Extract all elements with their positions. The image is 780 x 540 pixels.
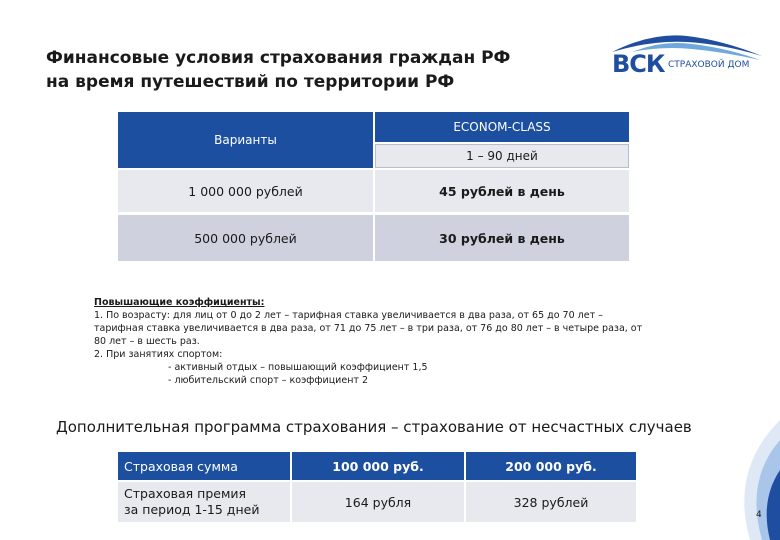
table1-header-class: ECONOM-CLASS: [375, 112, 629, 142]
coefficients-line: 2. При занятиях спортом:: [94, 349, 223, 360]
slide-title-line1: Финансовые условия страхования граждан РФ: [46, 48, 511, 68]
table2-header-sum: Страховая сумма: [118, 452, 290, 480]
table1-row2-rate: 30 рублей в день: [375, 215, 629, 261]
slide-title-line2: на время путешествий по территории РФ: [46, 72, 455, 92]
table2-row-label-line2: за период 1-15 дней: [124, 502, 260, 517]
table2-premium-100k: 164 рубля: [292, 482, 464, 522]
logo-subtitle: СТРАХОВОЙ ДОМ: [668, 60, 750, 70]
additional-program-title: Дополнительная программа страхования – страхование от несчастных случаев: [56, 418, 692, 436]
coefficients-line: - любительский спорт – коэффициент 2: [168, 375, 369, 386]
coefficients-block: [94, 296, 734, 387]
page-number: 4: [756, 510, 762, 520]
table2-premium-200k: 328 рублей: [466, 482, 636, 522]
coefficients-line: тарифная ставка увеличивается в два раза, от 71 до 75 лет – в три раза, от 76 до 80 лет – в четыре раза, от: [94, 323, 643, 334]
logo-brand: ВСК: [612, 50, 665, 78]
coefficients-heading: Повышающие коэффициенты:: [94, 297, 265, 308]
table1-header-options: Варианты: [118, 112, 373, 168]
table2-row-label-line1: Страховая премия: [124, 486, 247, 501]
vsk-logo: [612, 30, 762, 90]
table1-row2-sum: 500 000 рублей: [118, 215, 373, 261]
decorative-swoosh-icon: [690, 420, 780, 540]
coefficients-line: - активный отдых – повышающий коэффициент 1,5: [168, 362, 428, 373]
table2-header-200k: 200 000 руб.: [466, 452, 636, 480]
table2-row-label: [118, 482, 290, 522]
table1-subheader-period: 1 – 90 дней: [375, 144, 629, 168]
table2-header-100k: 100 000 руб.: [292, 452, 464, 480]
table1-row1-rate: 45 рублей в день: [375, 170, 629, 212]
coefficients-line: 80 лет – в шесть раз.: [94, 336, 200, 347]
slide-title: [46, 46, 510, 94]
coefficients-line: 1. По возрасту: для лиц от 0 до 2 лет – тарифная ставка увеличивается в два раза, от 65 до 70 лет –: [94, 310, 603, 321]
table1-row1-sum: 1 000 000 рублей: [118, 170, 373, 212]
